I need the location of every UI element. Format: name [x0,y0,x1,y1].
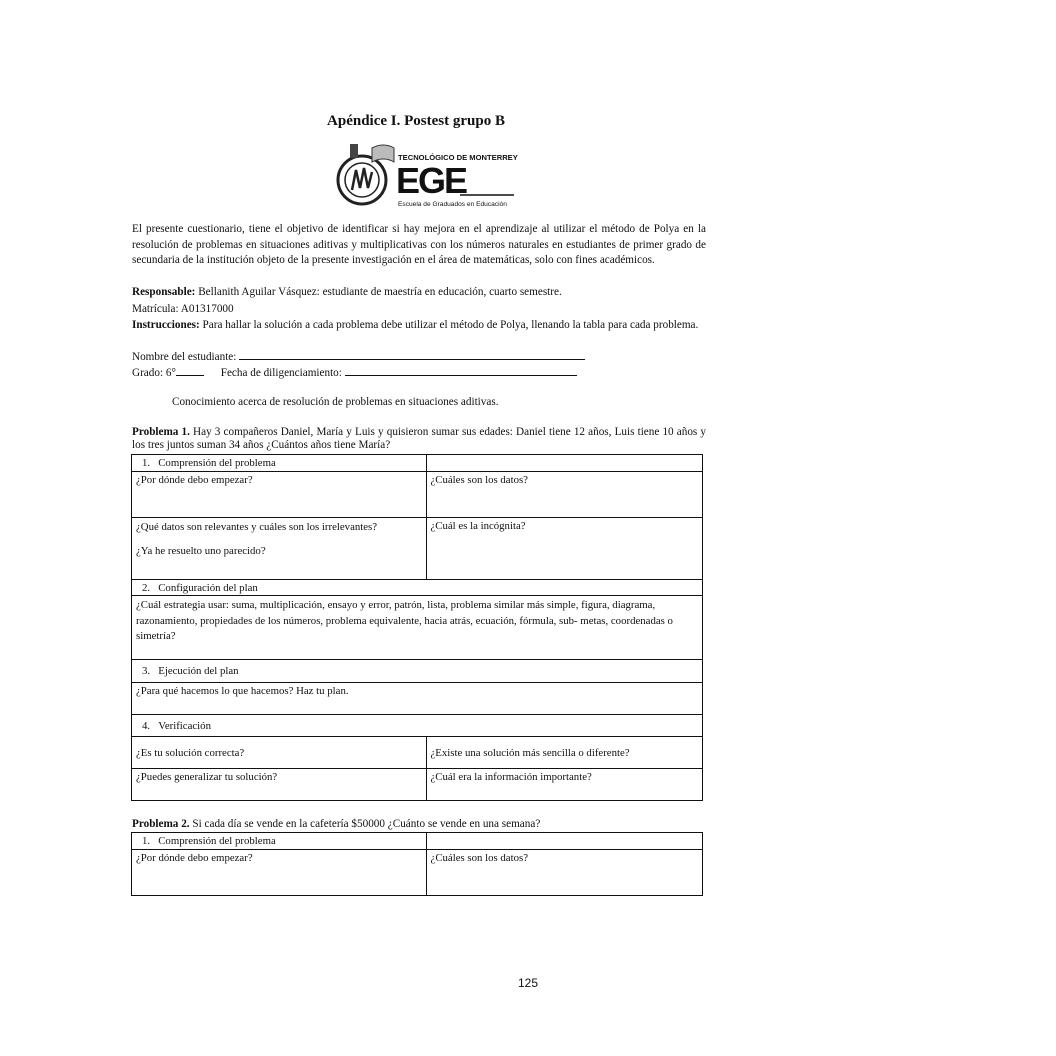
section-heading: Conocimiento acerca de resolución de problemas en situaciones aditivas. [172,396,499,408]
svg-text:EGE: EGE [396,160,467,201]
intro-paragraph: El presente cuestionario, tiene el objetivo de identificar si hay mejora en el aprendizaje al utilizar el método de Polya en la resolución de problemas en situaciones aditivas y multiplicativas con los números naturales en estudiantes de primer grado de secundaria de la institución objeto de la presente investigación en el área de matemáticas, solo con fines académicos. [132,223,706,267]
nombre-field[interactable] [239,348,585,360]
page-title: Apéndice I. Postest grupo B [327,113,505,129]
q-empezar-cell[interactable]: ¿Por dónde debo empezar? [132,849,427,895]
problema2-statement: Problema 2. Si cada día se vende en la cafetería $50000 ¿Cuánto se vende en una semana? [132,818,541,830]
polya-table-1 [131,454,703,801]
empty-cell[interactable] [426,833,702,850]
q-relevantes-cell[interactable]: ¿Qué datos son relevantes y cuáles son los irrelevantes? ¿Ya he resuelto uno parecido? [132,517,427,579]
section-3-header: 3. Ejecución del plan [132,660,703,683]
q-datos-cell[interactable]: ¿Cuáles son los datos? [426,849,702,895]
q-generalizar-cell[interactable]: ¿Puedes generalizar tu solución? [132,769,427,801]
matricula-line: Matrícula: A01317000 [132,303,234,315]
q-correcta-cell[interactable]: ¿Es tu solución correcta? [132,737,427,769]
nombre-line: Nombre del estudiante: [132,348,585,365]
fecha-field[interactable] [345,364,577,376]
empty-cell[interactable] [426,455,703,472]
section-2-header: 2. Configuración del plan [132,579,703,596]
page-number: 125 [517,976,539,990]
responsable-line: Responsable: Bellanith Aguilar Vásquez: estudiante de maestría en educación, cuarto semestre. [132,286,562,298]
q-plan-cell[interactable]: ¿Para qué hacemos lo que hacemos? Haz tu plan. [132,683,703,715]
instrucciones-line: Instrucciones: Para hallar la solución a cada problema debe utilizar el método de Polya, llenando la tabla para cada problema. [132,319,699,331]
q-estrategia-cell[interactable]: ¿Cuál estrategia usar: suma, multiplicación, ensayo y error, patrón, lista, problema similar más simple, figura, diagrama, razonamiento, propiedades de los números, problema equivalente, hacia atrás, ecuación, fórmula, sub- metas, coordenadas o simetría? [132,596,703,660]
q-empezar-cell[interactable]: ¿Por dónde debo empezar? [132,471,427,517]
q-datos-cell[interactable]: ¿Cuáles son los datos? [426,471,703,517]
polya-table-2 [131,832,703,896]
section-1-header: 1. Comprensión del problema [132,833,427,850]
problema1-statement: Problema 1. Hay 3 compañeros Daniel, María y Luis y quisieron sumar sus edades: Daniel tiene 12 años, Luis tiene 10 años y los tres juntos suman 34 años ¿Cuántos años tiene María? [132,426,706,451]
svg-text:TECNOLÓGICO DE MONTERREY: TECNOLÓGICO DE MONTERREY [398,153,518,162]
q-sencilla-cell[interactable]: ¿Existe una solución más sencilla o diferente? [426,737,703,769]
grado-fecha-line: Grado: 6° Fecha de diligenciamiento: [132,364,577,381]
section-1-header: 1. Comprensión del problema [132,455,427,472]
tec-ege-logo [332,140,518,212]
section-4-header: 4. Verificación [132,715,703,737]
q-incognita-cell[interactable]: ¿Cuál es la incógnita? [426,517,703,579]
grado-field[interactable] [176,364,204,376]
q-importante-cell[interactable]: ¿Cuál era la información importante? [426,769,703,801]
svg-text:Escuela de Graduados en Educac: Escuela de Graduados en Educación [398,201,507,208]
